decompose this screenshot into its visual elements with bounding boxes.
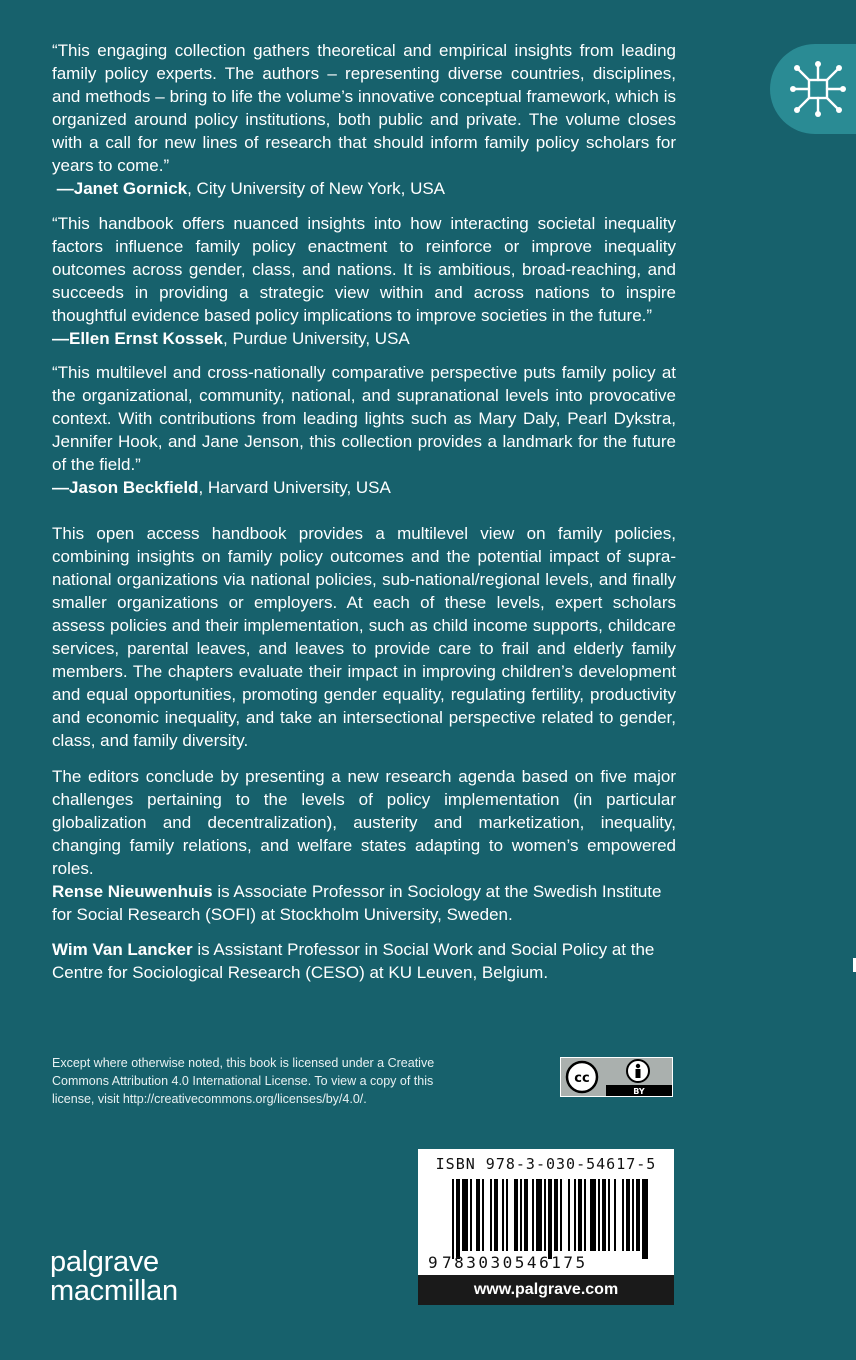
editor-bio-2 (52, 938, 676, 984)
by-label: BY (633, 1087, 645, 1096)
barcode-first-digit: 9 (428, 1253, 438, 1272)
endorsement-attribution (52, 327, 676, 350)
editor-name: Rense Nieuwenhuis (52, 882, 213, 901)
logo-line-2: macmillan (50, 1275, 178, 1307)
endorser-affiliation: , Purdue University, USA (223, 329, 410, 348)
cc-label: cc (574, 1071, 590, 1086)
endorser-name: —Janet Gornick (56, 179, 188, 198)
endorsement-attribution (52, 177, 676, 200)
cc-by-badge (560, 1057, 673, 1097)
editor-bio-text: is Assistant Professor in Social Work and Social Policy at the Centre for Sociological Research (CESO) at KU Leuven, Belgium. (52, 940, 655, 982)
creative-commons-icon (567, 1062, 597, 1092)
logo-line-1: palgrave (50, 1246, 159, 1278)
endorser-affiliation: , City University of New York, USA (187, 179, 446, 198)
editor-name: Wim Van Lancker (52, 940, 193, 959)
isbn-label: ISBN 978-3-030-54617-5 (435, 1155, 657, 1173)
network-node-icon (783, 54, 853, 124)
endorsement-1 (52, 39, 676, 200)
barcode-digits: 783030546175 (442, 1253, 588, 1272)
endorsement-attribution (52, 476, 676, 499)
description-paragraph-2: The editors conclude by presenting a new research agenda based on five major challenges pertaining to the levels of policy implementation (in particular globalization and decentralization), austerity and marketization, inequality, changing family relations, and welfare states adapting to women’s empowered roles. (52, 767, 676, 878)
publisher-url[interactable]: www.palgrave.com (418, 1275, 674, 1305)
license-text: Except where otherwise noted, this book is licensed under a Creative Commons Attribution 4.0 International License. To view a copy of this license, visit http://creativecommons.org/licenses/by/4.0/. (52, 1056, 435, 1106)
editor-bio-1 (52, 880, 676, 926)
publisher-logo (50, 1248, 178, 1306)
endorsement-text: “This engaging collection gathers theoretical and empirical insights from leading family policy experts. The authors – representing diverse countries, disciplines, and methods – bring to life the volume’s innovative conceptual framework, which is organized around policy institutions, both public and private. The volume closes with a call for new lines of research that should inform family policy scholars for years to come.” (52, 41, 676, 175)
endorser-name: —Ellen Ernst Kossek (52, 329, 224, 348)
endorsement-3 (52, 361, 676, 499)
editor-bio-text: is Associate Professor in Sociology at the Swedish Institute for Social Research (SOFI) at Stockholm University, Sweden. (52, 882, 662, 924)
description-paragraph-1: This open access handbook provides a multilevel view on family policies, combining insights on family policy outcomes and the potential impact of supra-national organizations via national policies, sub-national/regional levels, and finally smaller organizations or employers. At each of these levels, expert scholars assess policies and their implementation, such as child income supports, childcare services, parental leaves, and leaves to provide care to frail and elderly family members. The chapters evaluate their impact in improving children’s development and equal opportunities, promoting gender equality, regulating fertility, productivity and economic inequality, and take an intersectional perspective related to gender, class, and family diversity. (52, 524, 676, 750)
endorsement-text: “This handbook offers nuanced insights into how interacting societal inequality factors influence family policy enactment to reinforce or improve inequality outcomes across gender, class, and nations. It is ambitious, broad-reaching, and succeeds in providing a strategic view within and across nations to inspire thoughtful evidence based policy implications to improve societies in the future.” (52, 214, 676, 325)
endorsement-2 (52, 212, 676, 350)
endorser-name: —Jason Beckfield (52, 478, 199, 497)
endorsement-text: “This multilevel and cross-nationally comparative perspective puts family policy at the organizational, community, national, and supranational levels into provocative context. With contributions from leading lights such as Mary Daly, Pearl Dykstra, Jennifer Hook, and Jane Jenson, this collection provides a landmark for the future of the field.” (52, 363, 676, 474)
series-badge (770, 44, 856, 134)
attribution-person-icon (627, 1060, 649, 1082)
endorser-affiliation: , Harvard University, USA (198, 478, 391, 497)
